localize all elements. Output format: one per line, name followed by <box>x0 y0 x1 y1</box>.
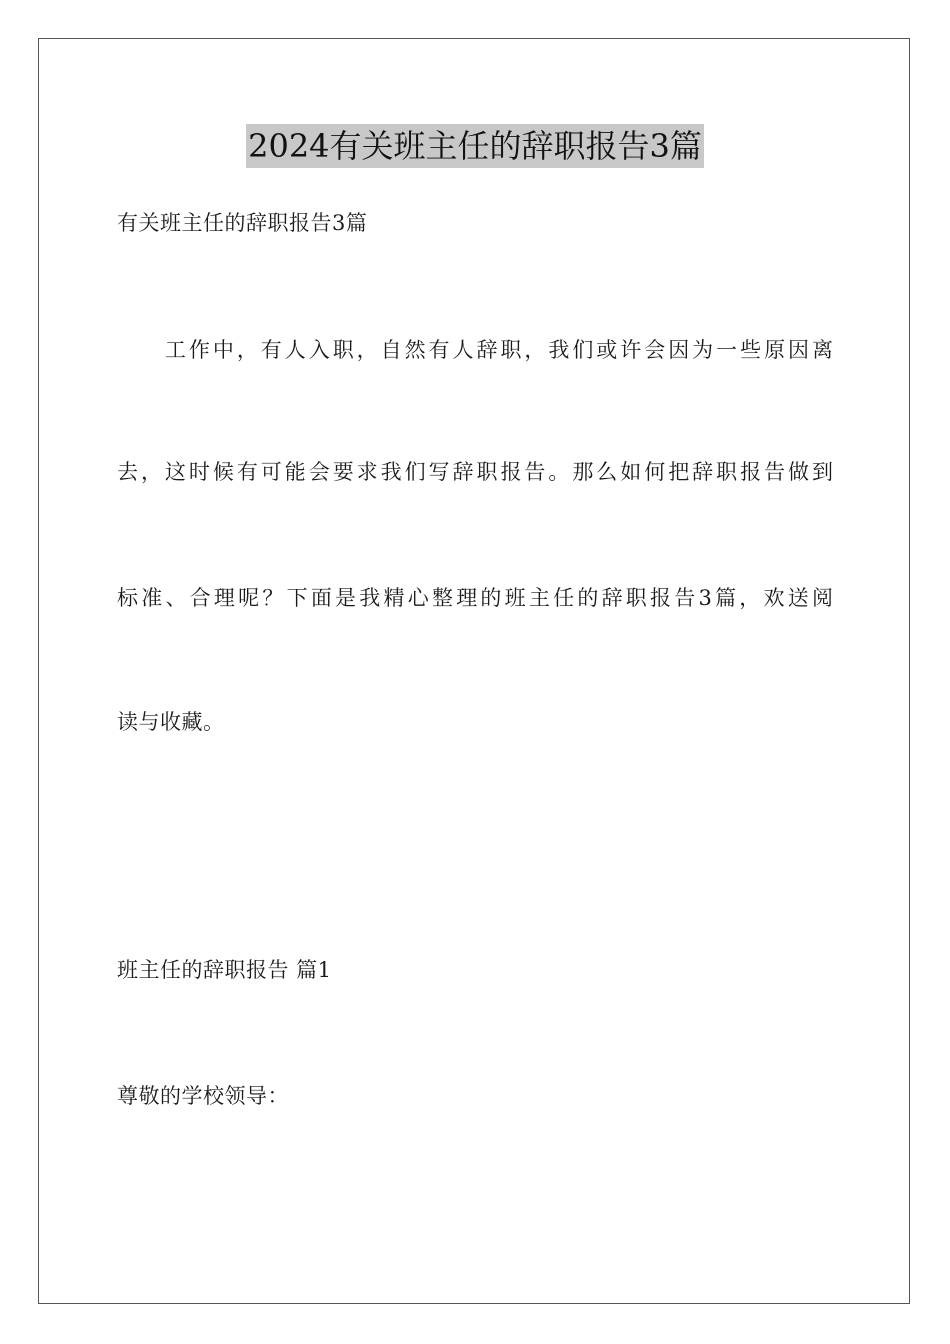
intro-line-4: 读与收藏。 <box>117 710 225 734</box>
document-subtitle: 有关班主任的辞职报告3篇 <box>117 211 368 235</box>
intro-line-1: 工作中，有人入职，自然有人辞职，我们或许会因为一些原因离 <box>117 338 833 362</box>
section-heading: 班主任的辞职报告 篇1 <box>117 958 332 982</box>
title-container <box>0 124 950 168</box>
intro-line-3: 标准、合理呢？下面是我精心整理的班主任的辞职报告3篇，欢送阅 <box>117 586 833 610</box>
salutation: 尊敬的学校领导： <box>117 1084 289 1108</box>
document-title: 2024有关班主任的辞职报告3篇 <box>246 124 704 168</box>
intro-line-2: 去，这时候有可能会要求我们写辞职报告。那么如何把辞职报告做到 <box>117 460 833 484</box>
